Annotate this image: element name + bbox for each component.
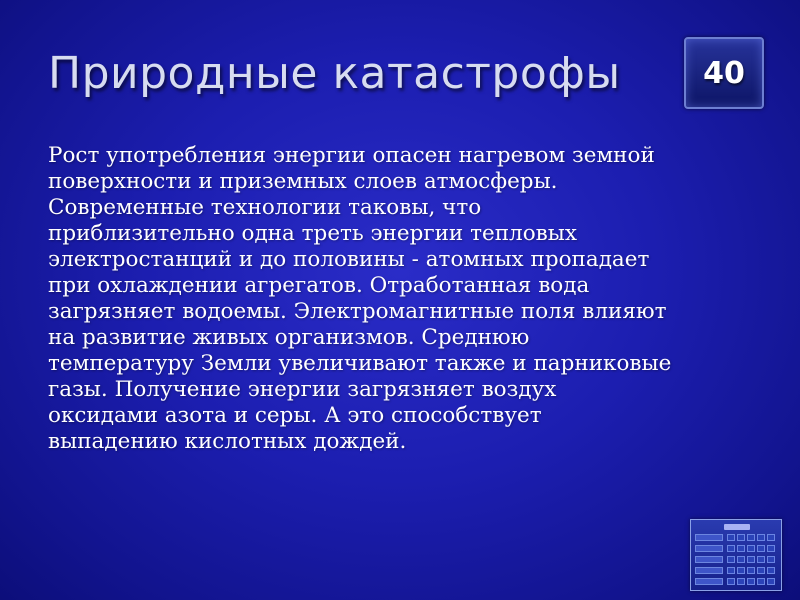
- thumbnail-category: [695, 556, 723, 563]
- thumbnail-cell: [727, 556, 735, 563]
- points-badge: [684, 37, 764, 109]
- answer-line: выпадению кислотных дождей.: [48, 429, 407, 454]
- thumbnail-cell: [737, 578, 745, 585]
- answer-line: Рост употребления энергии опасен нагревом земной: [48, 143, 655, 168]
- answer-line: температуру Земли увеличивают также и парниковые: [48, 351, 672, 376]
- thumbnail-cell: [747, 545, 755, 552]
- thumbnail-cell: [727, 578, 735, 585]
- answer-line: газы. Получение энергии загрязняет воздух: [48, 377, 557, 402]
- answer-line: приблизительно одна треть энергии тепловых: [48, 221, 577, 246]
- thumbnail-category: [695, 545, 723, 552]
- answer-line: оксидами азота и серы. А это способствует: [48, 403, 542, 428]
- thumbnail-title: [724, 524, 750, 530]
- thumbnail-cell: [737, 567, 745, 574]
- answer-line: при охлаждении агрегатов. Отработанная вода: [48, 273, 590, 298]
- answer-line: Современные технологии таковы, что: [48, 195, 482, 220]
- thumbnail-cell: [747, 567, 755, 574]
- thumbnail-cell: [727, 534, 735, 541]
- thumbnail-cell: [757, 578, 765, 585]
- thumbnail-category: [695, 578, 723, 585]
- thumbnail-cell: [727, 567, 735, 574]
- answer-line: электростанций и до половины - атомных пропадает: [48, 247, 650, 272]
- answer-line: на развитие живых организмов. Среднюю: [48, 325, 530, 350]
- thumbnail-cell: [737, 534, 745, 541]
- thumbnail-cell: [767, 567, 775, 574]
- thumbnail-cell: [767, 545, 775, 552]
- thumbnail-cell: [757, 567, 765, 574]
- slide-title: Природные катастрофы: [48, 48, 621, 99]
- answer-line: загрязняет водоемы. Электромагнитные поля влияют: [48, 299, 667, 324]
- thumbnail-cell: [757, 556, 765, 563]
- thumbnail-cell: [767, 534, 775, 541]
- thumbnail-category: [695, 567, 723, 574]
- thumbnail-category: [695, 534, 723, 541]
- thumbnail-cell: [757, 534, 765, 541]
- thumbnail-cell: [747, 534, 755, 541]
- answer-line: поверхности и приземных слоев атмосферы.: [48, 169, 558, 194]
- thumbnail-cell: [767, 556, 775, 563]
- thumbnail-cell: [737, 556, 745, 563]
- game-board-thumbnail-icon[interactable]: [690, 519, 782, 591]
- thumbnail-cell: [737, 545, 745, 552]
- points-value: 40: [703, 55, 745, 91]
- thumbnail-cell: [727, 545, 735, 552]
- thumbnail-cell: [767, 578, 775, 585]
- thumbnail-cell: [757, 545, 765, 552]
- thumbnail-cell: [747, 556, 755, 563]
- thumbnail-cell: [747, 578, 755, 585]
- answer-text: [48, 143, 768, 455]
